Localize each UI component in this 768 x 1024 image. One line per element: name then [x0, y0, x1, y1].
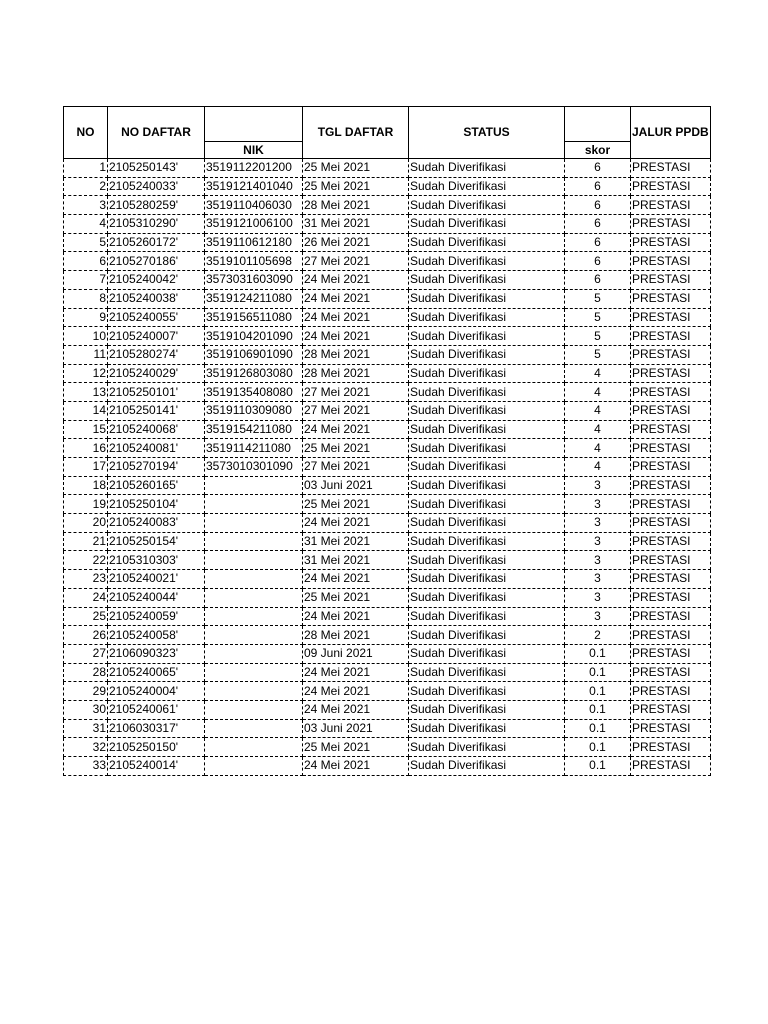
cell-jalur-ppdb: PRESTASI [631, 476, 711, 495]
cell-nik [205, 682, 303, 701]
cell-nik [205, 607, 303, 626]
cell-status: Sudah Diverifikasi [409, 570, 565, 589]
cell-no-daftar: 2105260172' [108, 233, 205, 252]
cell-nik: 3519121401040 [205, 177, 303, 196]
cell-jalur-ppdb: PRESTASI [631, 626, 711, 645]
table-row [64, 626, 711, 645]
cell-skor: 0.1 [565, 663, 631, 682]
table-row [64, 364, 711, 383]
cell-tgl-daftar: 03 Juni 2021 [303, 719, 409, 738]
cell-nik [205, 514, 303, 533]
cell-no-daftar: 2105250141' [108, 401, 205, 420]
cell-status: Sudah Diverifikasi [409, 757, 565, 776]
cell-no: 4 [64, 215, 108, 234]
cell-skor: 4 [565, 383, 631, 402]
cell-nik: 3519110309080 [205, 401, 303, 420]
cell-nik [205, 700, 303, 719]
table-row [64, 159, 711, 178]
cell-no: 23 [64, 570, 108, 589]
header-skor: skor [565, 142, 631, 159]
cell-status: Sudah Diverifikasi [409, 607, 565, 626]
cell-skor: 6 [565, 215, 631, 234]
cell-no: 12 [64, 364, 108, 383]
cell-status: Sudah Diverifikasi [409, 233, 565, 252]
table-body [64, 159, 711, 776]
cell-jalur-ppdb: PRESTASI [631, 196, 711, 215]
cell-status: Sudah Diverifikasi [409, 383, 565, 402]
cell-nik: 3519156511080 [205, 308, 303, 327]
cell-status: Sudah Diverifikasi [409, 271, 565, 290]
cell-skor: 3 [565, 607, 631, 626]
header-skor-spacer-2 [565, 124, 631, 142]
cell-jalur-ppdb: PRESTASI [631, 570, 711, 589]
cell-nik [205, 644, 303, 663]
cell-tgl-daftar: 24 Mei 2021 [303, 271, 409, 290]
cell-tgl-daftar: 28 Mei 2021 [303, 196, 409, 215]
cell-jalur-ppdb: PRESTASI [631, 495, 711, 514]
cell-status: Sudah Diverifikasi [409, 476, 565, 495]
cell-no: 21 [64, 532, 108, 551]
cell-skor: 3 [565, 588, 631, 607]
cell-nik: 3519124211080 [205, 289, 303, 308]
cell-no-daftar: 2105240081' [108, 439, 205, 458]
cell-nik [205, 719, 303, 738]
cell-nik: 3519110612180 [205, 233, 303, 252]
header-nik: NIK [205, 142, 303, 159]
cell-jalur-ppdb: PRESTASI [631, 289, 711, 308]
cell-no-daftar: 2105240004' [108, 682, 205, 701]
cell-nik: 3519121006100 [205, 215, 303, 234]
cell-no-daftar: 2105250143' [108, 159, 205, 178]
cell-nik [205, 570, 303, 589]
cell-tgl-daftar: 27 Mei 2021 [303, 458, 409, 477]
cell-skor: 4 [565, 401, 631, 420]
cell-jalur-ppdb: PRESTASI [631, 215, 711, 234]
table-row [64, 607, 711, 626]
cell-status: Sudah Diverifikasi [409, 308, 565, 327]
cell-no-daftar: 2105240083' [108, 514, 205, 533]
cell-tgl-daftar: 24 Mei 2021 [303, 289, 409, 308]
header-nik-spacer [205, 107, 303, 125]
cell-no-daftar: 2106090323' [108, 644, 205, 663]
cell-skor: 6 [565, 271, 631, 290]
cell-status: Sudah Diverifikasi [409, 196, 565, 215]
table-row [64, 458, 711, 477]
cell-status: Sudah Diverifikasi [409, 719, 565, 738]
cell-tgl-daftar: 28 Mei 2021 [303, 626, 409, 645]
cell-skor: 5 [565, 289, 631, 308]
cell-status: Sudah Diverifikasi [409, 495, 565, 514]
cell-no-daftar: 2105240055' [108, 308, 205, 327]
header-skor-spacer [565, 107, 631, 125]
cell-status: Sudah Diverifikasi [409, 738, 565, 757]
cell-nik: 3573031603090 [205, 271, 303, 290]
cell-tgl-daftar: 24 Mei 2021 [303, 570, 409, 589]
cell-nik [205, 757, 303, 776]
cell-jalur-ppdb: PRESTASI [631, 719, 711, 738]
cell-tgl-daftar: 24 Mei 2021 [303, 682, 409, 701]
cell-skor: 6 [565, 177, 631, 196]
cell-no: 20 [64, 514, 108, 533]
cell-jalur-ppdb: PRESTASI [631, 700, 711, 719]
cell-no: 5 [64, 233, 108, 252]
table-row [64, 289, 711, 308]
cell-skor: 0.1 [565, 757, 631, 776]
cell-no-daftar: 2105240014' [108, 757, 205, 776]
table-row [64, 588, 711, 607]
cell-jalur-ppdb: PRESTASI [631, 364, 711, 383]
cell-skor: 6 [565, 196, 631, 215]
cell-jalur-ppdb: PRESTASI [631, 327, 711, 346]
cell-no: 7 [64, 271, 108, 290]
cell-no: 22 [64, 551, 108, 570]
cell-status: Sudah Diverifikasi [409, 644, 565, 663]
cell-tgl-daftar: 24 Mei 2021 [303, 514, 409, 533]
header-status: STATUS [409, 107, 565, 159]
cell-tgl-daftar: 24 Mei 2021 [303, 700, 409, 719]
cell-no-daftar: 2105240058' [108, 626, 205, 645]
table-row [64, 719, 711, 738]
cell-tgl-daftar: 28 Mei 2021 [303, 364, 409, 383]
table-row [64, 345, 711, 364]
cell-jalur-ppdb: PRESTASI [631, 383, 711, 402]
cell-skor: 3 [565, 570, 631, 589]
cell-no: 19 [64, 495, 108, 514]
table-row [64, 495, 711, 514]
cell-jalur-ppdb: PRESTASI [631, 439, 711, 458]
cell-tgl-daftar: 25 Mei 2021 [303, 738, 409, 757]
cell-status: Sudah Diverifikasi [409, 159, 565, 178]
cell-nik [205, 738, 303, 757]
cell-no-daftar: 2105240065' [108, 663, 205, 682]
table-row [64, 700, 711, 719]
cell-skor: 0.1 [565, 644, 631, 663]
cell-no: 11 [64, 345, 108, 364]
cell-jalur-ppdb: PRESTASI [631, 532, 711, 551]
cell-nik: 3519114211080 [205, 439, 303, 458]
table-row [64, 271, 711, 290]
cell-no: 31 [64, 719, 108, 738]
cell-tgl-daftar: 24 Mei 2021 [303, 663, 409, 682]
cell-no: 17 [64, 458, 108, 477]
cell-tgl-daftar: 03 Juni 2021 [303, 476, 409, 495]
table-row [64, 682, 711, 701]
cell-skor: 6 [565, 252, 631, 271]
cell-status: Sudah Diverifikasi [409, 682, 565, 701]
table-row [64, 233, 711, 252]
cell-tgl-daftar: 31 Mei 2021 [303, 215, 409, 234]
cell-tgl-daftar: 28 Mei 2021 [303, 345, 409, 364]
cell-no-daftar: 2105280259' [108, 196, 205, 215]
cell-skor: 0.1 [565, 682, 631, 701]
cell-nik [205, 588, 303, 607]
cell-no-daftar: 2105240068' [108, 420, 205, 439]
cell-tgl-daftar: 24 Mei 2021 [303, 757, 409, 776]
table-row [64, 757, 711, 776]
table-row [64, 401, 711, 420]
cell-no: 9 [64, 308, 108, 327]
cell-no: 6 [64, 252, 108, 271]
cell-no-daftar: 2105250101' [108, 383, 205, 402]
cell-nik: 3519112201200 [205, 159, 303, 178]
cell-status: Sudah Diverifikasi [409, 252, 565, 271]
cell-tgl-daftar: 24 Mei 2021 [303, 607, 409, 626]
cell-no: 24 [64, 588, 108, 607]
table-row [64, 383, 711, 402]
cell-jalur-ppdb: PRESTASI [631, 682, 711, 701]
cell-no: 2 [64, 177, 108, 196]
cell-no: 25 [64, 607, 108, 626]
cell-no-daftar: 2105240061' [108, 700, 205, 719]
cell-tgl-daftar: 25 Mei 2021 [303, 495, 409, 514]
cell-no: 14 [64, 401, 108, 420]
cell-nik [205, 532, 303, 551]
cell-tgl-daftar: 24 Mei 2021 [303, 327, 409, 346]
cell-jalur-ppdb: PRESTASI [631, 588, 711, 607]
cell-jalur-ppdb: PRESTASI [631, 252, 711, 271]
cell-jalur-ppdb: PRESTASI [631, 233, 711, 252]
cell-no: 29 [64, 682, 108, 701]
cell-no-daftar: 2105270194' [108, 458, 205, 477]
cell-skor: 3 [565, 495, 631, 514]
cell-status: Sudah Diverifikasi [409, 345, 565, 364]
table-row [64, 476, 711, 495]
cell-skor: 0.1 [565, 719, 631, 738]
table-header [64, 107, 711, 159]
cell-jalur-ppdb: PRESTASI [631, 551, 711, 570]
cell-no-daftar: 2105240033' [108, 177, 205, 196]
cell-nik [205, 626, 303, 645]
cell-jalur-ppdb: PRESTASI [631, 514, 711, 533]
cell-skor: 0.1 [565, 738, 631, 757]
cell-status: Sudah Diverifikasi [409, 439, 565, 458]
cell-nik: 3519135408080 [205, 383, 303, 402]
cell-no: 16 [64, 439, 108, 458]
header-nik-spacer-2 [205, 124, 303, 142]
cell-status: Sudah Diverifikasi [409, 458, 565, 477]
cell-tgl-daftar: 09 Juni 2021 [303, 644, 409, 663]
cell-no-daftar: 2105240042' [108, 271, 205, 290]
table-row [64, 177, 711, 196]
table-row [64, 215, 711, 234]
cell-skor: 3 [565, 532, 631, 551]
cell-status: Sudah Diverifikasi [409, 327, 565, 346]
cell-jalur-ppdb: PRESTASI [631, 607, 711, 626]
table-row [64, 738, 711, 757]
cell-no: 33 [64, 757, 108, 776]
cell-nik [205, 495, 303, 514]
table-row [64, 644, 711, 663]
table-row [64, 308, 711, 327]
cell-no: 27 [64, 644, 108, 663]
cell-skor: 0.1 [565, 700, 631, 719]
table-row [64, 514, 711, 533]
cell-skor: 3 [565, 514, 631, 533]
cell-tgl-daftar: 27 Mei 2021 [303, 252, 409, 271]
cell-tgl-daftar: 27 Mei 2021 [303, 383, 409, 402]
cell-nik [205, 551, 303, 570]
cell-status: Sudah Diverifikasi [409, 401, 565, 420]
cell-tgl-daftar: 31 Mei 2021 [303, 532, 409, 551]
cell-tgl-daftar: 25 Mei 2021 [303, 588, 409, 607]
cell-no: 28 [64, 663, 108, 682]
cell-skor: 2 [565, 626, 631, 645]
cell-jalur-ppdb: PRESTASI [631, 644, 711, 663]
cell-nik: 3519106901090 [205, 345, 303, 364]
cell-jalur-ppdb: PRESTASI [631, 177, 711, 196]
registration-table [63, 106, 711, 776]
cell-status: Sudah Diverifikasi [409, 289, 565, 308]
cell-no-daftar: 2105270186' [108, 252, 205, 271]
cell-nik: 3519110406030 [205, 196, 303, 215]
cell-no: 15 [64, 420, 108, 439]
cell-no-daftar: 2105310290' [108, 215, 205, 234]
cell-status: Sudah Diverifikasi [409, 626, 565, 645]
cell-no: 30 [64, 700, 108, 719]
cell-no-daftar: 2105250150' [108, 738, 205, 757]
cell-no-daftar: 2105310303' [108, 551, 205, 570]
cell-jalur-ppdb: PRESTASI [631, 757, 711, 776]
cell-tgl-daftar: 25 Mei 2021 [303, 159, 409, 178]
cell-jalur-ppdb: PRESTASI [631, 159, 711, 178]
cell-no-daftar: 2105240038' [108, 289, 205, 308]
cell-tgl-daftar: 25 Mei 2021 [303, 177, 409, 196]
cell-tgl-daftar: 24 Mei 2021 [303, 420, 409, 439]
cell-jalur-ppdb: PRESTASI [631, 401, 711, 420]
cell-jalur-ppdb: PRESTASI [631, 345, 711, 364]
cell-status: Sudah Diverifikasi [409, 420, 565, 439]
table-row [64, 532, 711, 551]
cell-skor: 3 [565, 476, 631, 495]
cell-no-daftar: 2105240059' [108, 607, 205, 626]
cell-status: Sudah Diverifikasi [409, 663, 565, 682]
cell-status: Sudah Diverifikasi [409, 364, 565, 383]
header-no-daftar: NO DAFTAR [108, 107, 205, 159]
cell-skor: 4 [565, 420, 631, 439]
cell-no: 3 [64, 196, 108, 215]
header-no: NO [64, 107, 108, 159]
cell-status: Sudah Diverifikasi [409, 514, 565, 533]
cell-jalur-ppdb: PRESTASI [631, 663, 711, 682]
table-row [64, 663, 711, 682]
cell-nik [205, 476, 303, 495]
cell-no-daftar: 2105240044' [108, 588, 205, 607]
table-row [64, 196, 711, 215]
cell-skor: 5 [565, 308, 631, 327]
cell-no-daftar: 2105240007' [108, 327, 205, 346]
cell-skor: 4 [565, 439, 631, 458]
table-row [64, 252, 711, 271]
table-row [64, 420, 711, 439]
cell-nik: 3519126803080 [205, 364, 303, 383]
cell-no: 18 [64, 476, 108, 495]
cell-nik: 3573010301090 [205, 458, 303, 477]
cell-status: Sudah Diverifikasi [409, 551, 565, 570]
cell-nik [205, 663, 303, 682]
cell-jalur-ppdb: PRESTASI [631, 271, 711, 290]
cell-tgl-daftar: 31 Mei 2021 [303, 551, 409, 570]
cell-no: 10 [64, 327, 108, 346]
cell-no-daftar: 2105250104' [108, 495, 205, 514]
cell-no-daftar: 2106030317' [108, 719, 205, 738]
cell-nik: 3519154211080 [205, 420, 303, 439]
cell-skor: 4 [565, 458, 631, 477]
cell-no: 13 [64, 383, 108, 402]
cell-skor: 4 [565, 364, 631, 383]
header-jalur-ppdb: JALUR PPDB [631, 107, 711, 159]
cell-status: Sudah Diverifikasi [409, 700, 565, 719]
cell-no: 8 [64, 289, 108, 308]
cell-jalur-ppdb: PRESTASI [631, 458, 711, 477]
cell-skor: 3 [565, 551, 631, 570]
cell-skor: 6 [565, 233, 631, 252]
cell-status: Sudah Diverifikasi [409, 588, 565, 607]
cell-status: Sudah Diverifikasi [409, 177, 565, 196]
cell-skor: 5 [565, 345, 631, 364]
cell-skor: 5 [565, 327, 631, 346]
cell-nik: 3519104201090 [205, 327, 303, 346]
cell-no: 1 [64, 159, 108, 178]
header-tgl-daftar: TGL DAFTAR [303, 107, 409, 159]
cell-jalur-ppdb: PRESTASI [631, 420, 711, 439]
cell-no-daftar: 2105250154' [108, 532, 205, 551]
cell-tgl-daftar: 25 Mei 2021 [303, 439, 409, 458]
cell-no: 32 [64, 738, 108, 757]
cell-tgl-daftar: 27 Mei 2021 [303, 401, 409, 420]
cell-status: Sudah Diverifikasi [409, 215, 565, 234]
table-row [64, 439, 711, 458]
cell-jalur-ppdb: PRESTASI [631, 738, 711, 757]
cell-tgl-daftar: 24 Mei 2021 [303, 308, 409, 327]
cell-skor: 6 [565, 159, 631, 178]
cell-no: 26 [64, 626, 108, 645]
table-row [64, 327, 711, 346]
cell-no-daftar: 2105240029' [108, 364, 205, 383]
cell-nik: 3519101105698 [205, 252, 303, 271]
cell-no-daftar: 2105240021' [108, 570, 205, 589]
cell-no-daftar: 2105280274' [108, 345, 205, 364]
table-row [64, 570, 711, 589]
cell-status: Sudah Diverifikasi [409, 532, 565, 551]
cell-jalur-ppdb: PRESTASI [631, 308, 711, 327]
cell-no-daftar: 2105260165' [108, 476, 205, 495]
cell-tgl-daftar: 26 Mei 2021 [303, 233, 409, 252]
table-row [64, 551, 711, 570]
